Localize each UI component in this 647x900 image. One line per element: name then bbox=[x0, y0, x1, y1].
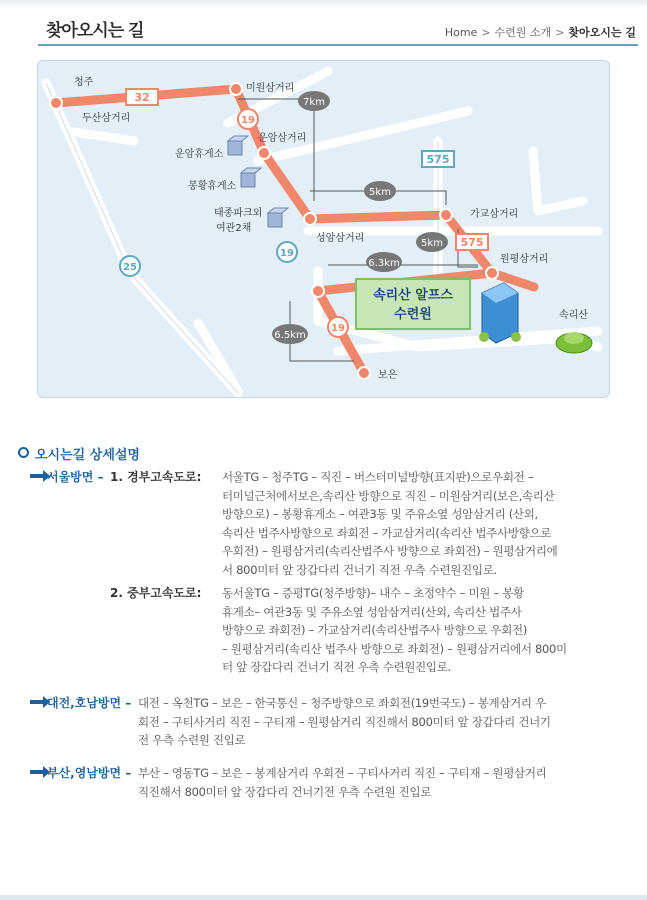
seoul-heading: 서울방면 – bbox=[30, 468, 104, 485]
arrow-right-icon bbox=[30, 770, 44, 774]
directions-map bbox=[37, 60, 610, 398]
distance-6-3km bbox=[366, 252, 402, 272]
svg-text:5km: 5km bbox=[421, 238, 443, 249]
seoul-route2-label: 2. 중부고속도로: bbox=[110, 586, 202, 600]
label-miwon: 미원삼거리 bbox=[246, 83, 295, 94]
label-dusan: 두산삼거리 bbox=[82, 113, 131, 124]
breadcrumb-home[interactable]: Home bbox=[444, 26, 478, 39]
svg-text:6.5km: 6.5km bbox=[274, 330, 306, 341]
destination-box bbox=[356, 279, 470, 329]
breadcrumb-current: 찾아오시는 길 bbox=[568, 26, 636, 39]
route-badge-19-c bbox=[328, 317, 348, 337]
svg-text:7km: 7km bbox=[303, 97, 325, 108]
seoul-route1-desc: 서울TG – 청주TG – 직진 – 버스터미널방향(표지판)으로우회전 – 터미널근처에서보은,속리산 방향으로 직진 – 미원삼거리(보은,속리산 방향으로) – 봉황휴게소 – 여관3동 및 주유소옆 성암삼거리 (산외, 속리산 법주사방향으로 좌회전 – 가교삼거리(속리산 법주사방향으로 우회전) – 원평삼거리(속리산법주사 방향으로 좌회전) – 원평삼거리에 서 800미터 앞 장갑다리 건너기 직전 우측 수련원진입로. bbox=[222, 470, 558, 577]
label-unam: 운암삼거리 bbox=[258, 133, 307, 144]
footer-bar bbox=[0, 895, 647, 900]
building-icon bbox=[228, 136, 248, 155]
top-bar bbox=[0, 0, 647, 6]
details-title: 오시는길 상세설명 bbox=[18, 444, 140, 463]
daejeon-heading: 대전,호남방면 – bbox=[30, 694, 131, 711]
breadcrumb bbox=[445, 24, 636, 40]
label-bonghwang-rest: 봉황휴게소 bbox=[188, 181, 237, 192]
svg-text:575: 575 bbox=[426, 153, 450, 166]
busan-heading: 부산,영남방면 – bbox=[30, 764, 131, 781]
distance-5km-a bbox=[364, 181, 396, 201]
label-taejong: 태종파크외 bbox=[214, 208, 263, 219]
svg-text:575: 575 bbox=[460, 236, 484, 249]
chevron-right-icon: > bbox=[481, 26, 491, 39]
svg-text:19: 19 bbox=[241, 115, 255, 126]
label-boeun: 보은 bbox=[378, 370, 398, 381]
label-cheongju: 청주 bbox=[74, 77, 94, 88]
label-songnisan: 속리산 bbox=[559, 310, 588, 321]
label-wonpyeong: 원평삼거리 bbox=[500, 254, 549, 265]
svg-text:19: 19 bbox=[280, 248, 294, 259]
svg-text:19: 19 bbox=[331, 323, 345, 334]
svg-text:6.3km: 6.3km bbox=[368, 258, 400, 269]
route-badge-575-a bbox=[422, 151, 454, 167]
route-badge-25 bbox=[120, 256, 140, 276]
daejeon-desc: 대전 – 옥천TG – 보은 – 한국통신 – 청주방향으로 좌회전(19번국도) – 봉계삼거리 우 회전 – 구티사거리 직진 – 구티재 – 원평삼거리 직진해서 800미터 앞 장갑다리 건너기 전 우측 수련원 진입로 bbox=[138, 696, 551, 747]
distance-7km bbox=[298, 91, 330, 111]
page-header bbox=[38, 10, 638, 46]
svg-text:5km: 5km bbox=[369, 187, 391, 198]
svg-text:25: 25 bbox=[123, 262, 137, 273]
label-yeogwan: 여관2채 bbox=[216, 223, 252, 234]
building-icon bbox=[268, 208, 288, 227]
breadcrumb-about[interactable]: 수련원 소개 bbox=[494, 26, 552, 39]
route-badge-32 bbox=[126, 89, 158, 105]
route-badge-19-b bbox=[277, 242, 297, 262]
seoul-route1-label: 1. 경부고속도로: bbox=[110, 470, 202, 484]
bullet-icon bbox=[18, 447, 29, 458]
label-seongam: 성암삼거리 bbox=[316, 233, 365, 244]
building-icon bbox=[241, 168, 261, 187]
svg-text:32: 32 bbox=[134, 91, 150, 104]
arrow-right-icon bbox=[30, 474, 44, 478]
chevron-right-icon: > bbox=[555, 26, 565, 39]
distance-5km-b bbox=[416, 232, 448, 252]
seoul-route2-desc: 동서울TG – 증평TG(청주방향)– 내수 – 초정약수 – 미원 – 봉황 휴게소– 여관3동 및 주유소옆 성암삼거리(산외, 속리산 법주사 방향으로 좌회전) – 가교삼거리(속리산법주사 방향으로 우회전) – 원평삼거리(속리산 법주사 방향으로 좌회전) – 원평삼거리에서 800미 터 앞 장갑다리 건너기 직전 우측 수련원진입로. bbox=[222, 586, 567, 674]
route-badge-575-b bbox=[456, 234, 488, 250]
svg-text:수련원: 수련원 bbox=[394, 307, 432, 322]
map-canvas bbox=[38, 61, 609, 397]
svg-text:속리산 알프스: 속리산 알프스 bbox=[373, 288, 453, 303]
route-badge-19-a bbox=[238, 109, 258, 129]
label-unam-rest: 운암휴게소 bbox=[175, 149, 224, 160]
distance-6-5km bbox=[272, 324, 308, 344]
label-gagyo: 가교삼거리 bbox=[470, 209, 519, 220]
busan-desc: 부산 – 영동TG – 보은 – 봉계삼거리 우회전 – 구티사거리 직진 – 구티재 – 원평삼거리 직진해서 800미터 앞 장갑다리 건너기전 우측 수련원 진입로 bbox=[138, 766, 547, 799]
page-title: 찾아오시는 길 bbox=[46, 21, 144, 41]
resort-building-icon bbox=[479, 283, 521, 343]
arrow-right-icon bbox=[30, 700, 44, 704]
